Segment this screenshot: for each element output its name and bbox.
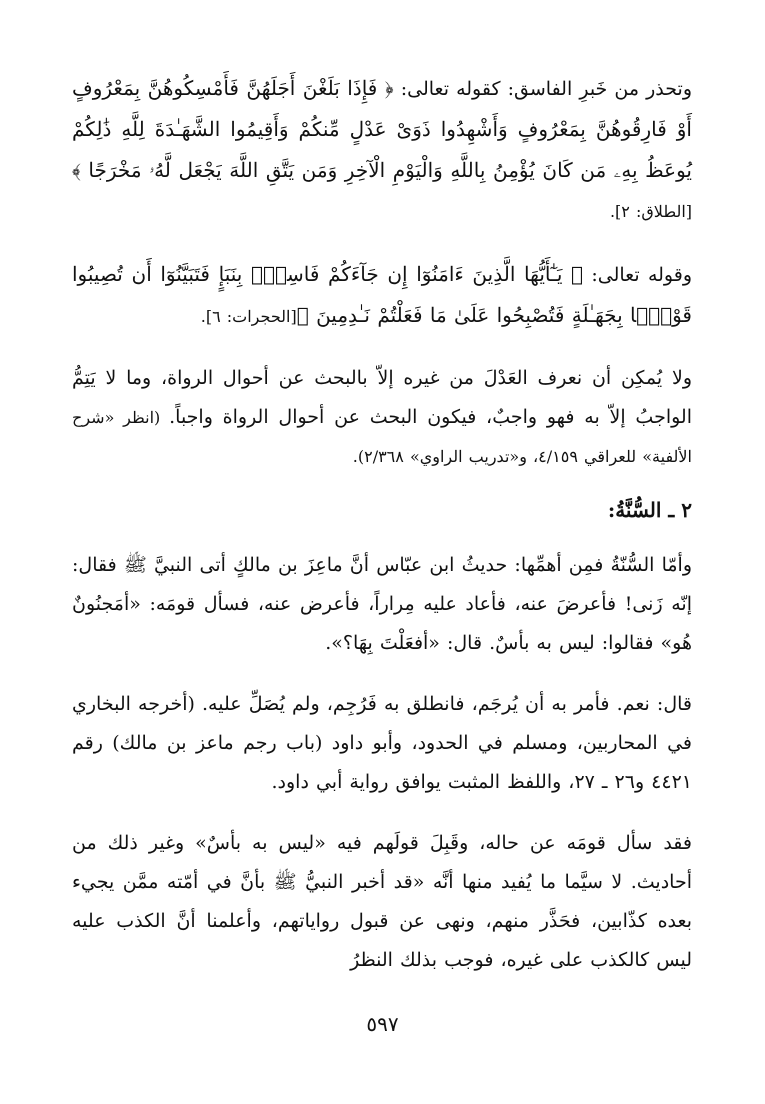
citation-reference: (انظر «شرح الألفية» للعراقي ٤/١٥٩، و«تدريب الراوي» ٢/٣٦٨). [72,408,692,466]
paragraph-hadith-takhrij [72,685,692,802]
paragraph-narrator-research [72,359,692,476]
page-body [72,68,692,1002]
verse-reference: [الطلاق: ٢]. [609,202,692,221]
paragraph-text: ولا يُمكِن أن نعرف العَدْلَ من غيره إلاّ بالبحث عن أحوال الرواة، وما لا يَتِمُّ الواجبُ إلاّ به فهو واجبٌ، فيكون البحث عن أحوال الرواة واجباً. [72,367,692,428]
section-heading-sunnah: ٢ ـ السُّنَّةُ: [607,498,692,522]
paragraph-intro: وتحذر من خَبرِ الفاسق: كقوله تعالى: [393,78,692,100]
page-number: ٥٩٧ [366,1012,399,1036]
paragraph-text: قال: نعم. فأمر به أن يُرجَم، فانطلق به فَرُجِم، ولم يُصَلِّ عليه. (أخرجه البخاري في المحاربين، ومسلم في الحدود، وأبو داود (باب رجم ماعز بن مالك) رقم ٤٤٢١ و٢٦ ـ ٢٧، واللفظ المثبت يوافق رواية أبي داود. [72,693,692,793]
paragraph-intro: وقوله تعالى: [583,264,692,286]
quran-verse: ﴿ فَإِذَا بَلَغْنَ أَجَلَهُنَّ فَأَمْسِكُوهُنَّ بِمَعْرُوفٍ أَوْ فَارِقُوهُنَّ بِمَعْرُوفٍ وَأَشْهِدُوا ذَوَىْ عَدْلٍ مِّنكُمْ وَأَقِيمُوا الشَّهَـٰدَةَ لِلَّهِ ذَٰلِكُمْ يُوعَظُ بِهِۦ مَن كَانَ يُؤْمِنُ بِاللَّهِ وَالْيَوْمِ الْآخِرِ وَمَن يَتَّقِ اللَّهَ يَجْعَل لَّهُۥ مَخْرَجًا ﴾ [72,76,692,182]
paragraph-talaq-verse [72,68,692,232]
paragraph-hujurat-verse [72,254,692,337]
paragraph-text: فقد سأل قومَه عن حاله، وقَبِلَ قولَهم فيه «ليس به بأسٌ» وغير ذلك من أحاديث. لا سيَّما ما يُفيد منها أنَّه «قد أخبر النبيُّ ﷺ بأنَّ في أمّته ممَّن يجيء بعده كذّابين، فحَذَّر منهم، ونهى عن قبول رواياتهم، وأعلمنا أنَّ الكذب عليه ليس كالكذب على غيره، فوجب بذلك النظرُ [72,832,692,971]
paragraph-maiz-hadith [72,546,692,663]
paragraph-conclusion [72,824,692,980]
paragraph-text: وأمّا السُّنّةُ فمِن أهمِّها: حديثُ ابن عبّاس أنَّ ماعِزَ بن مالكٍ أتى النبيَّ ﷺ فقال: إنّه زَنى! فأعرضَ عنه، فأعاد عليه مِراراً، فأعرض عنه، فسأل قومَه: «أمَجنُونٌ هُو» فقالوا: ليس به بأسٌ. قال: «أفعَلْتَ بِهَا؟». [72,554,692,654]
verse-reference: [الحجرات: ٦]. [200,307,297,326]
quran-verse: ﴿ يَـٰٓأَيُّهَا الَّذِينَ ءَامَنُوٓا إِن جَآءَكُمْ فَاسِقٌۢ بِنَبَإٍ فَتَبَيَّنُوٓا أَن تُصِيبُوا قَوْمًۢا بِجَهَـٰلَةٍ فَتُصْبِحُوا عَلَىٰ مَا فَعَلْتُمْ نَـٰدِمِينَ ﴾ [72,262,692,327]
